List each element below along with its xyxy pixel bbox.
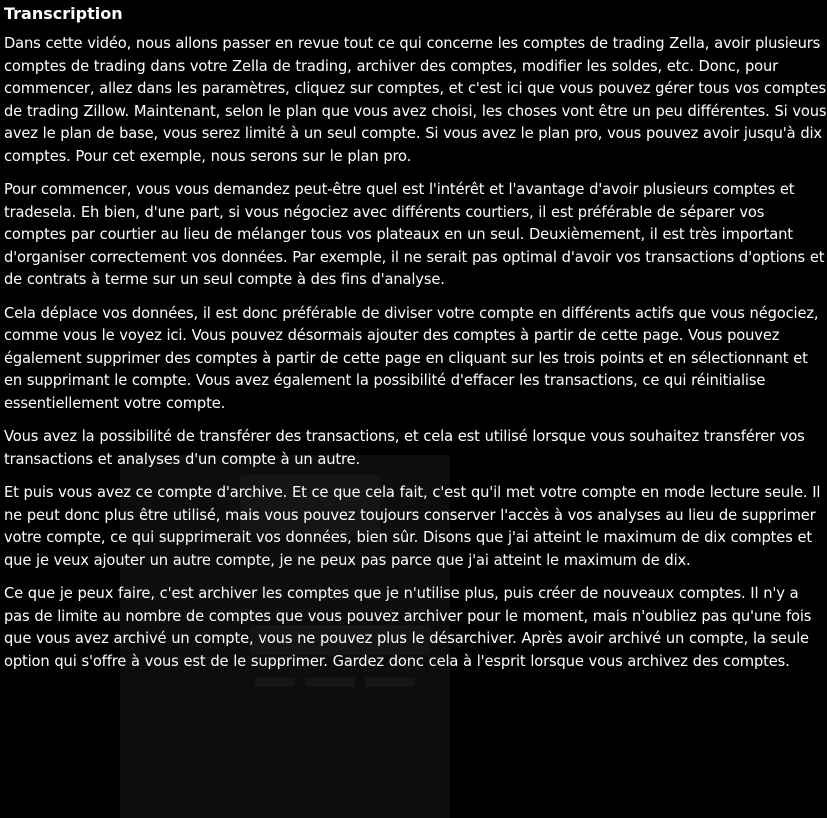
transcript-paragraph: Cela déplace vos données, il est donc préférable de diviser votre compte en différents actifs que vous négociez, comme vous le voyez ici. Vous pouvez désormais ajouter des comptes à partir de cette page. Vous pouvez également supprimer des comptes à partir de cette page en cliquant sur les trois points et en sélectionnant et en supprimant le compte. Vous avez également la possibilité d'effacer les transactions, ce qui réinitialise essentiellement votre compte. xyxy=(4,304,819,412)
transcript-paragraph: Dans cette vidéo, nous allons passer en revue tout ce qui concerne les comptes de trading Zella, avoir plusieurs comptes de trading dans votre Zella de trading, archiver des comptes, modifier les soldes, etc. Donc, pour commencer, allez dans les paramètres, cliquez sur comptes, et c'est ici que vous pouvez gérer tous vos comptes de trading Zillow. Maintenant, selon le plan que vous avez choisi, les choses vont être un peu différentes. Si vous avez le plan de base, vous serez limité à un seul compte. Si vous avez le plan pro, vous pouvez avoir jusqu'à dix comptes. Pour cet exemple, nous serons sur le plan pro. xyxy=(4,35,827,165)
transcript-paragraph: Vous avez la possibilité de transférer des transactions, et cela est utilisé lorsque vous souhaitez transférer vos transactions et analyses d'un compte à un autre. xyxy=(4,428,805,468)
transcript-title: Transcription xyxy=(4,4,123,23)
transcript-paragraph: Et puis vous avez ce compte d'archive. Et ce que cela fait, c'est qu'il met votre compte en mode lecture seule. Il ne peut donc plus être utilisé, mais vous pouvez toujours conserver l'accès à vos analyses au lieu de supprimer votre compte, ce qui supprimerait vos données, bien sûr. Disons que j'ai atteint le maximum de dix comptes et que je veux ajouter un autre compte, je ne peux pas parce que j'ai atteint le maximum de dix. xyxy=(4,484,821,569)
transcript-paragraph: Pour commencer, vous vous demandez peut-être quel est l'intérêt et l'avantage d'avoir plusieurs comptes et tradesela. Eh bien, d'une part, si vous négociez avec différents courtiers, il est préférable de séparer vos comptes par courtier au lieu de mélanger tous vos plateaux en un seul. Deuxièmement, il est très important d'organiser correctement vos données. Par exemple, il ne serait pas optimal d'avoir vos transactions d'options et de contrats à terme sur un seul compte à des fins d'analyse. xyxy=(4,181,825,288)
transcript-paragraph: Ce que je peux faire, c'est archiver les comptes que je n'utilise plus, puis créer de nouveaux comptes. Il n'y a pas de limite au nombre de comptes que vous pouvez archiver pour le moment, mais n'oubliez pas qu'une fois que vous avez archivé un compte, vous ne pouvez plus le désarchiver. Après avoir archivé un compte, la seule option qui s'offre à vous est de le supprimer. Gardez donc cela à l'esprit lorsque vous archivez des comptes. xyxy=(4,585,812,670)
